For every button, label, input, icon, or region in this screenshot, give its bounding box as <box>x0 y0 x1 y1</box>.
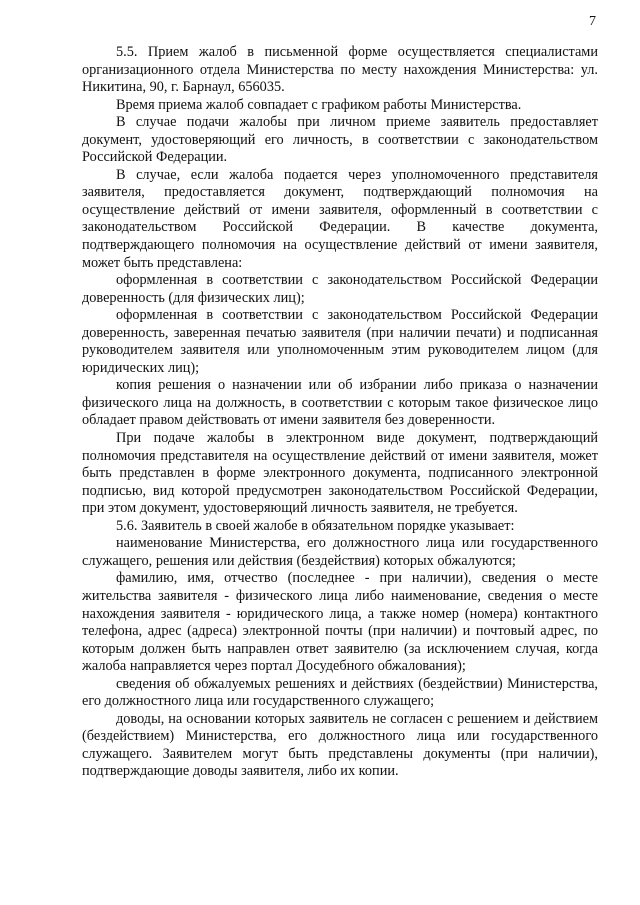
document-body <box>82 44 598 781</box>
list-item-applicant-details: фамилию, имя, отчество (последнее - при наличии), сведения о месте жительства заявителя - физического лица либо наименование, сведения о месте нахождения заявителя - юридического лица, а также номер (номера) контактного телефона, адрес (адреса) электронной почты (при наличии) и почтовый адрес, по которым должен быть направлен ответ заявителю (за исключением случая, когда жалоба направляется через портал Досудебного обжалования); <box>82 570 598 675</box>
paragraph-reception-time: Время приема жалоб совпадает с графиком работы Министерства. <box>116 96 522 113</box>
paragraph-personal-reception: В случае подачи жалобы при личном приеме заявитель предоставляет документ, удостоверяющий его личность, в соответствии с законодательством Российской Федерации. <box>82 114 598 166</box>
list-item-appealed-decisions: сведения об обжалуемых решениях и действиях (бездействии) Министерства, его должностного лица или государственного служащего; <box>82 675 598 710</box>
paragraph-power-of-attorney-individuals: оформленная в соответствии с законодательством Российской Федерации доверенность (для физических лиц); <box>82 272 598 306</box>
paragraph-power-of-attorney-legal: оформленная в соответствии с законодательством Российской Федерации доверенность, заверенная печатью заявителя (при наличии печати) и подписанная руководителем заявителя или уполномоченным этим руководителем лицом (для юридических лиц); <box>82 307 598 376</box>
list-item-arguments: доводы, на основании которых заявитель не согласен с решением и действием (бездействием) Министерства, его должностного лица или государственного служащего. Заявителем могут быть представлены документы (при наличии), подтверждающие доводы заявителя, либо их копии. <box>82 710 598 780</box>
list-item-ministry-name: наименование Министерства, его должностного лица или государственного служащего, решения или действия (бездействия) которых обжалуются; <box>82 535 598 569</box>
paragraph-electronic-submission: При подаче жалобы в электронном виде документ, подтверждающий полномочия представителя на осуществление действий от имени заявителя, может быть представлен в форме электронного документа, подписанного электронной подписью, вид которой предусмотрен законодательством Российской Федерации, при этом документ, удостоверяющий личность заявителя, не требуется. <box>82 430 598 517</box>
page-number: 7 <box>589 14 596 29</box>
paragraph-5-5: 5.5. Прием жалоб в письменной форме осуществляется специалистами организационного отдела Министерства по месту нахождения Министерства: ул. Никитина, 90, г. Барнаул, 656035. <box>82 44 598 96</box>
paragraph-5-6: 5.6. Заявитель в своей жалобе в обязательном порядке указывает: <box>116 517 515 534</box>
paragraph-representative: В случае, если жалоба подается через уполномоченного представителя заявителя, предоставляется документ, подтверждающий полномочия на осуществление действий от имени заявителя, оформленный в соответствии с законодательством Российской Федерации. В качестве документа, подтверждающего полномочия на осуществление действий от имени заявителя, может быть представлена: <box>82 166 598 271</box>
paragraph-appointment-copy: копия решения о назначении или об избрании либо приказа о назначении физического лица на должность, в соответствии с которым такое физическое лицо обладает правом действовать от имени заявителя без доверенности. <box>82 377 598 429</box>
